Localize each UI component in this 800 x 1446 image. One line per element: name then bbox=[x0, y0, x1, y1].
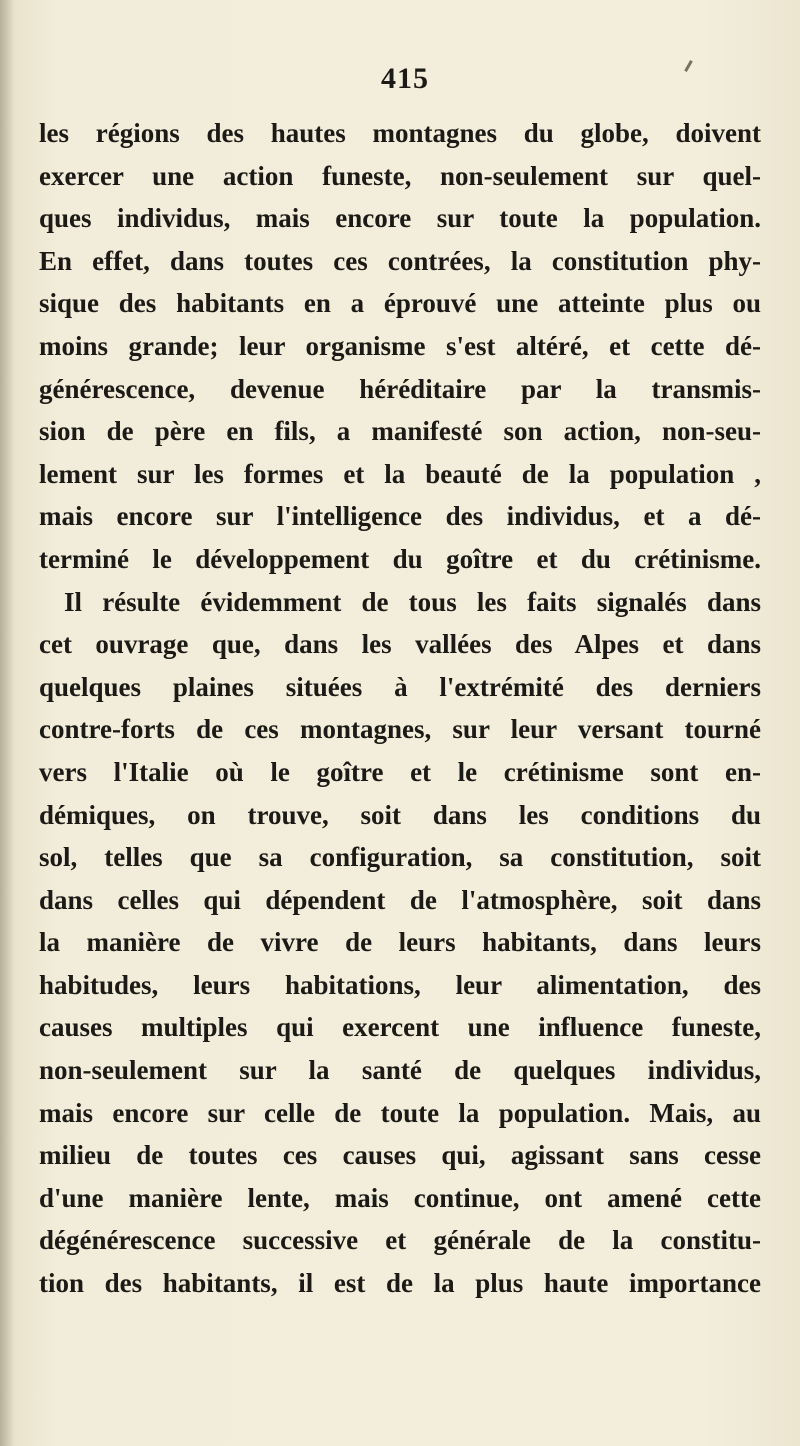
text-line: exercer une action funeste, non-seulement sur quel- bbox=[39, 160, 761, 191]
text-line: lement sur les formes et la beauté de la population , bbox=[39, 458, 761, 489]
text-line: dans celles qui dépendent de l'atmosphère, soit dans bbox=[39, 884, 761, 915]
text-line: mais encore sur celle de toute la population. Mais, au bbox=[39, 1097, 761, 1128]
text-line: dégénérescence successive et générale de la constitu- bbox=[39, 1225, 761, 1256]
text-line: sique des habitants en a éprouvé une atteinte plus ou bbox=[39, 288, 761, 319]
text-line: terminé le développement du goître et du crétinisme. bbox=[39, 543, 761, 574]
text-line: générescence, devenue héréditaire par la transmis- bbox=[39, 373, 761, 404]
page-number: 415 bbox=[381, 62, 429, 95]
text-line: habitudes, leurs habitations, leur alimentation, des bbox=[39, 969, 761, 1000]
text-line: causes multiples qui exercent une influence funeste, bbox=[39, 1012, 761, 1043]
text-line: vers l'Italie où le goître et le crétinisme sont en- bbox=[39, 756, 761, 787]
text-line: démiques, on trouve, soit dans les conditions du bbox=[39, 799, 761, 830]
text-line: tion des habitants, il est de la plus haute importance bbox=[39, 1268, 761, 1299]
text-line: les régions des hautes montagnes du globe, doivent bbox=[39, 118, 761, 148]
text-line: contre-forts de ces montagnes, sur leur versant tourné bbox=[39, 714, 761, 745]
text-line: d'une manière lente, mais continue, ont amené cette bbox=[39, 1182, 761, 1213]
binding-gutter bbox=[0, 0, 14, 1446]
text-line: la manière de vivre de leurs habitants, dans leurs bbox=[39, 927, 761, 958]
text-line: ques individus, mais encore sur toute la population. bbox=[39, 203, 761, 234]
text-line: sion de père en fils, a manifesté son action, non-seu- bbox=[39, 416, 761, 447]
text-line: milieu de toutes ces causes qui, agissant sans cesse bbox=[39, 1140, 761, 1171]
text-line: moins grande; leur organisme s'est altéré, et cette dé- bbox=[39, 330, 761, 361]
text-line: sol, telles que sa configuration, sa constitution, soit bbox=[39, 842, 761, 873]
text-line: mais encore sur l'intelligence des individus, et a dé- bbox=[39, 501, 761, 532]
body-text bbox=[39, 112, 761, 1305]
paragraph-start-line: Il résulte évidemment de tous les faits signalés dans bbox=[64, 586, 761, 617]
text-line: non-seulement sur la santé de quelques individus, bbox=[39, 1055, 761, 1086]
text-line: cet ouvrage que, dans les vallées des Alpes et dans bbox=[39, 629, 761, 660]
text-line: quelques plaines situées à l'extrémité des derniers bbox=[39, 671, 761, 702]
text-line: En effet, dans toutes ces contrées, la constitution phy- bbox=[39, 245, 761, 276]
